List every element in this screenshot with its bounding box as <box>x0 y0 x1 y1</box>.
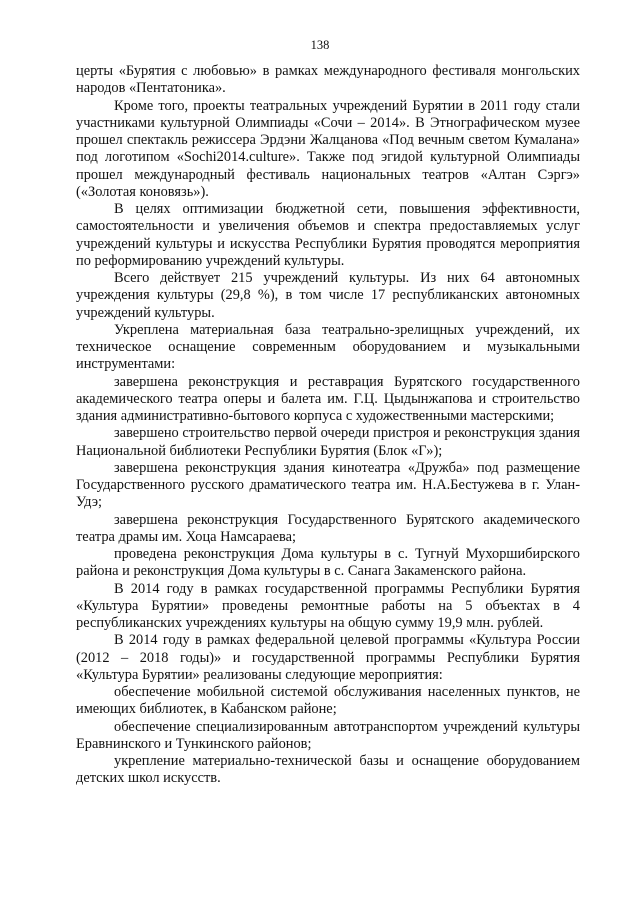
list-item: завершена реконструкция и реставрация Бурятского государственного академического театра оперы и балета им. Г.Ц. Цыдынжапова и строительство здания административно-бытового корпуса с художественными мастерскими; <box>76 373 580 424</box>
page-number: 138 <box>310 38 330 52</box>
list-item: обеспечение мобильной системой обслуживания населенных пунктов, не имеющих библиотек, в Кабанском районе; <box>76 684 580 718</box>
list-item: проведена реконструкция Дома культуры в с. Тугнуй Мухоршибирского района и реконструкция Дома культуры в с. Санага Закаменского района. <box>76 546 580 580</box>
paragraph: Кроме того, проекты театральных учреждений Бурятии в 2011 году стали участниками культурной Олимпиады «Сочи – 2014». В Этнографическом музее прошел спектакль режиссера Эрдэни Жалцанова «Под вечным светом Кумалана» под логотипом «Sochi2014.culture». Также под эгидой культурной Олимпиады прошел международный фестиваль национальных театров «Алтан Сэргэ» («Золотая коновязь»). <box>76 97 580 200</box>
list-item: укрепление материально-технической базы и оснащение оборудованием детских школ искусств. <box>76 753 580 787</box>
list-item: завершено строительство первой очереди пристроя и реконструкция здания Национальной библиотеки Республики Бурятия (Блок «Г»); <box>76 425 580 459</box>
list-item: завершена реконструкция здания кинотеатра «Дружба» под размещение Государственного русского драматического театра им. Н.А.Бестужева в г. Улан-Удэ; <box>76 459 580 511</box>
list-item: завершена реконструкция Государственного Бурятского академического театра драмы им. Хоца Намсараева; <box>76 511 580 545</box>
paragraph: Всего действует 215 учреждений культуры. Из них 64 автономных учреждения культуры (29,8 %), в том числе 17 республиканских автономных учреждений культуры. <box>76 270 580 321</box>
paragraph: В 2014 году в рамках федеральной целевой программы «Культура России (2012 – 2018 годы)» и государственной программы Республики Бурятия «Культура Бурятии» реализованы следующие мероприятия: <box>76 632 580 683</box>
paragraph: В 2014 году в рамках государственной программы Республики Бурятия «Культура Бурятии» проведены ремонтные работы на 5 объектах в 4 республиканских учреждениях культуры на общую сумму 19,9 млн. рублей. <box>76 580 580 631</box>
list-item: обеспечение специализированным автотранспортом учреждений культуры Еравнинского и Тункинского районов; <box>76 718 580 752</box>
paragraph: церты «Бурятия с любовью» в рамках международного фестиваля монгольских народов «Пентатоника». <box>76 63 580 97</box>
body-text <box>76 63 580 788</box>
paragraph: В целях оптимизации бюджетной сети, повышения эффективности, самостоятельности и увеличения объемов и спектра предоставляемых услуг учреждений культуры и искусства Республики Бурятия проводятся мероприятия по реформированию учреждений культуры. <box>76 201 580 269</box>
paragraph: Укреплена материальная база театрально-зрелищных учреждений, их техническое оснащение современным оборудованием и музыкальными инструментами: <box>76 321 580 373</box>
